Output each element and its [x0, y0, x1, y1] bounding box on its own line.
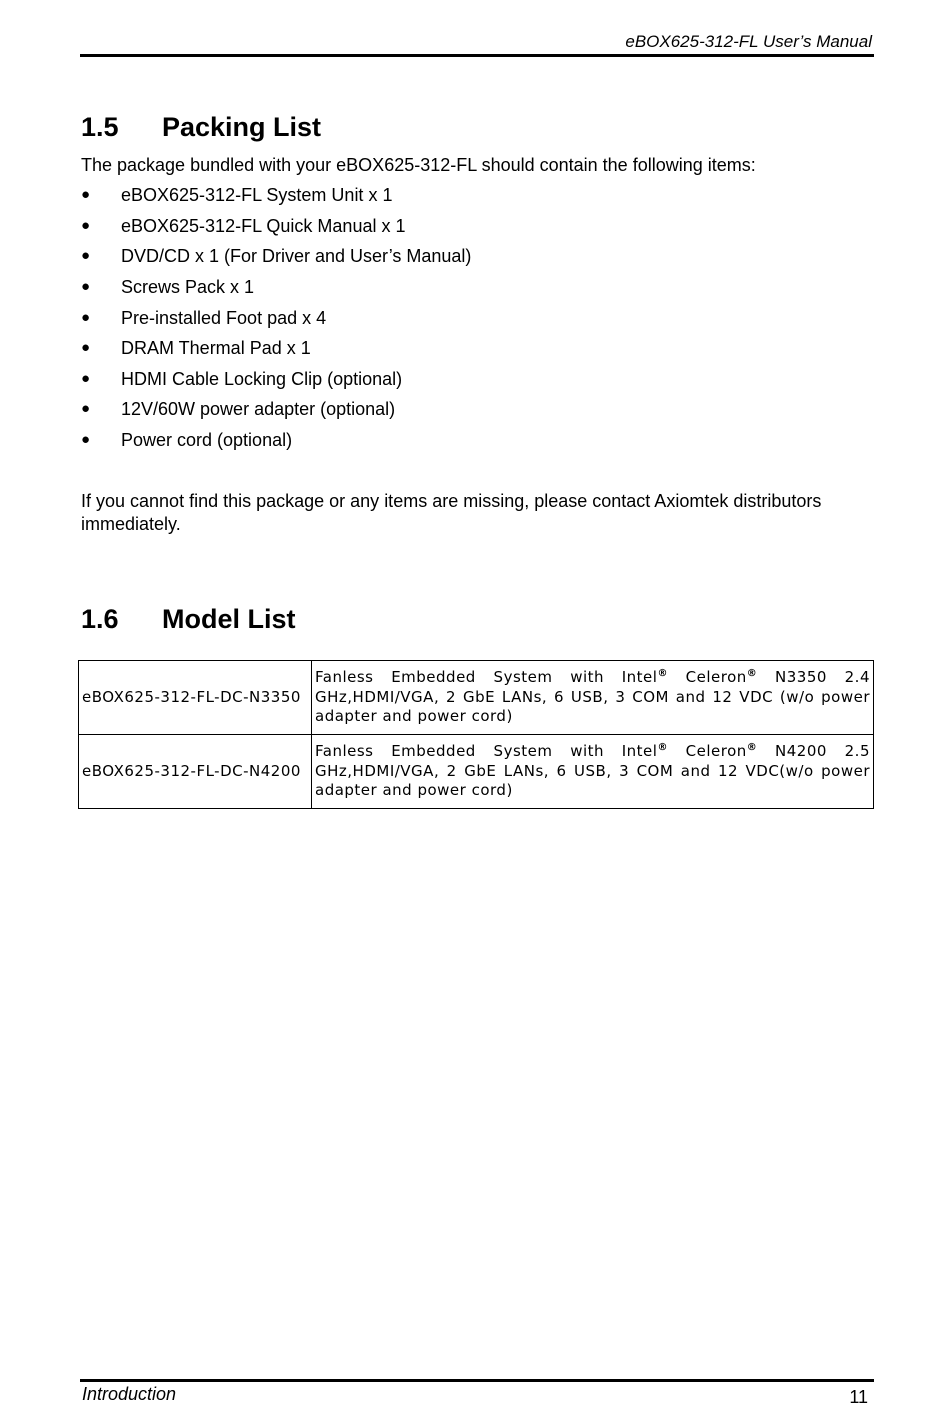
list-item: ● Power cord (optional) — [81, 425, 471, 456]
table-row — [79, 735, 874, 809]
registered-mark: ® — [746, 742, 758, 754]
bullet-icon: ● — [81, 400, 91, 418]
section-title: Packing List — [162, 112, 322, 142]
table-row — [79, 661, 874, 735]
header-rule — [80, 54, 874, 57]
list-item: ● 12V/60W power adapter (optional) — [81, 394, 471, 425]
model-description-cell: Fanless Embedded System with Intel® Celeron® N4200 2.5 GHz,HDMI/VGA, 2 GbE LANs, 6 USB, 3 COM and 12 VDC(w/o power adapter and power cord) — [312, 735, 874, 809]
model-table — [78, 660, 874, 809]
list-item: ● eBOX625-312-FL Quick Manual x 1 — [81, 211, 471, 242]
packing-intro: The package bundled with your eBOX625-312-FL should contain the following items: — [81, 155, 756, 175]
list-item: ● Screws Pack x 1 — [81, 272, 471, 303]
list-item: ● DRAM Thermal Pad x 1 — [81, 333, 471, 364]
bullet-icon: ● — [81, 278, 91, 296]
list-item: ● Pre-installed Foot pad x 4 — [81, 302, 471, 333]
section-heading-model-list — [81, 604, 296, 635]
model-description-cell: Fanless Embedded System with Intel® Celeron® N3350 2.4 GHz,HDMI/VGA, 2 GbE LANs, 6 USB, 3 COM and 12 VDC (w/o power adapter and power cord) — [312, 661, 874, 735]
bullet-icon: ● — [81, 431, 91, 449]
section-number: 1.6 — [81, 604, 119, 634]
running-header: eBOX625-312-FL User’s Manual — [625, 32, 872, 51]
bullet-icon: ● — [81, 339, 91, 357]
bullet-icon: ● — [81, 186, 91, 204]
bullet-icon: ● — [81, 308, 91, 326]
registered-mark: ® — [657, 668, 668, 680]
registered-mark: ® — [657, 742, 668, 754]
list-item: ● DVD/CD x 1 (For Driver and User’s Manual) — [81, 241, 471, 272]
section-number: 1.5 — [81, 112, 119, 142]
model-name-cell: eBOX625-312-FL-DC-N3350 — [79, 661, 312, 735]
section-title: Model List — [162, 604, 296, 634]
bullet-icon: ● — [81, 247, 91, 265]
packing-list — [81, 180, 471, 455]
footer-rule — [80, 1379, 874, 1382]
registered-mark: ® — [746, 668, 758, 680]
model-name-cell: eBOX625-312-FL-DC-N4200 — [79, 735, 312, 809]
bullet-icon: ● — [81, 369, 91, 387]
list-item: ● eBOX625-312-FL System Unit x 1 — [81, 180, 471, 211]
list-item: ● HDMI Cable Locking Clip (optional) — [81, 364, 471, 395]
missing-items-note: If you cannot find this package or any items are missing, please contact Axiomtek distributors immediately. — [81, 491, 822, 534]
footer-section-name: Introduction — [82, 1384, 177, 1404]
bullet-icon: ● — [81, 216, 91, 234]
page-number: 11 — [849, 1387, 868, 1407]
section-heading-packing-list — [81, 112, 321, 143]
